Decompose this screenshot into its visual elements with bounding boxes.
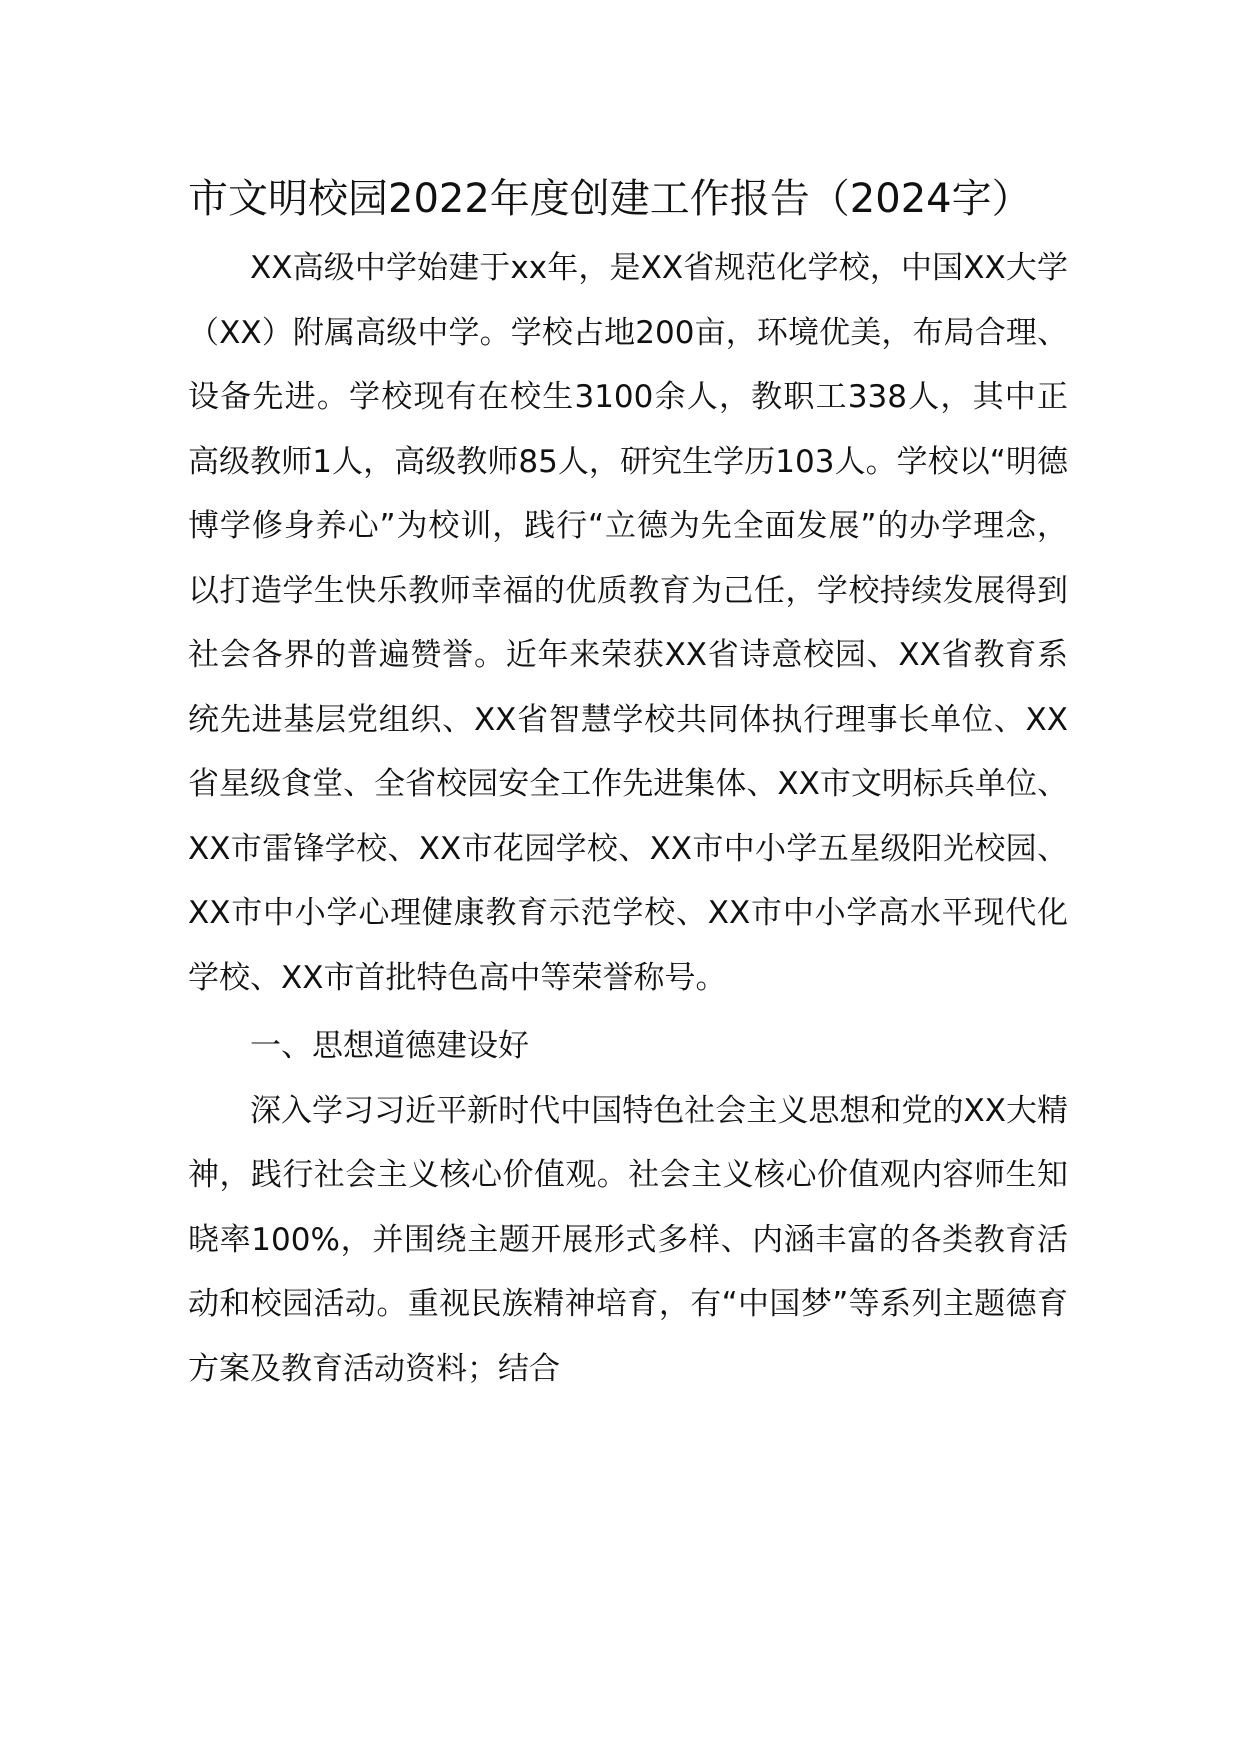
document-body: [188, 170, 1068, 1401]
document-title: 市文明校园2022年度创建工作报告（2024字）: [188, 176, 1032, 222]
intro-paragraph: XX高级中学始建于xx年，是XX省规范化学校，中国XX大学（XX）附属高级中学。学校占地200亩，环境优美，布局合理、设备先进。学校现有在校生3100余人，教职工338人，其中正高级教师1人，高级教师85人，研究生学历103人。学校以“明德博学修身养心”为校训，践行“立德为先全面发展”的办学理念，以打造学生快乐教师幸福的优质教育为己任，学校持续发展得到社会各界的普遍赞誉。近年来荣获XX省诗意校园、XX省教育系统先进基层党组织、XX省智慧学校共同体执行理事长单位、XX省星级食堂、全省校园安全工作先进集体、XX市文明标兵单位、XX市雷锋学校、XX市花园学校、XX市中小学五星级阳光校园、XX市中小学心理健康教育示范学校、XX市中小学高水平现代化学校、XX市首批特色高中等荣誉称号。: [188, 250, 1068, 996]
section-paragraph: 深入学习习近平新时代中国特色社会主义思想和党的XX大精神，践行社会主义核心价值观。社会主义核心价值观内容师生知晓率100%，并围绕主题开展形式多样、内涵丰富的各类教育活动和校园活动。重视民族精神培育，有“中国梦”等系列主题德育方案及教育活动资料；结合: [188, 1092, 1068, 1387]
section-heading: 一、思想道德建设好: [250, 1028, 529, 1064]
